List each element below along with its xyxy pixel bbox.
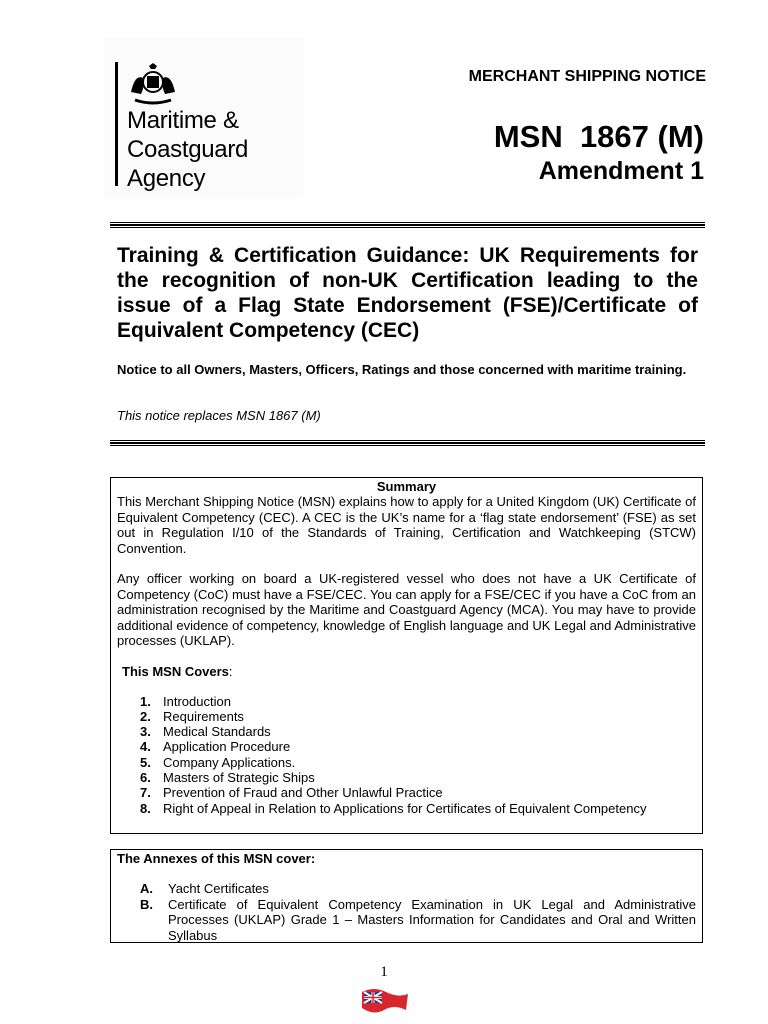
covers-heading: This MSN Covers: <box>122 663 233 679</box>
section-rule <box>110 440 705 446</box>
agency-line: Agency <box>127 165 206 192</box>
annexes-list <box>111 881 702 943</box>
document-title: Training & Certification Guidance: UK Requirements for the recognition of non-UK Certification leading to the issue of a Flag State Endorsement (FSE)/Certificate of Equivalent Competency (CEC) <box>117 244 698 342</box>
annexes-box <box>110 849 703 943</box>
list-item: 6. Masters of Strategic Ships <box>140 769 315 785</box>
list-item: 8. Right of Appeal in Relation to Applications for Certificates of Equivalent Competency <box>140 800 647 816</box>
replaces-notice: This notice replaces MSN 1867 (M) <box>117 408 321 423</box>
summary-paragraph: Any officer working on board a UK-registered vessel who does not have a UK Certificate of Competency (CoC) must have a FSE/CEC. You can apply for a FSE/CEC if you have a CoC from an administration recognised by the Maritime and Coastguard Agency (MCA). You may have to provide additional evidence of competency, knowledge of English language and UK Legal and Administrative processes (UKLAP). <box>117 571 696 648</box>
list-item: A. Yacht Certificates <box>140 881 269 896</box>
covers-list <box>111 694 702 816</box>
agency-name <box>127 106 248 193</box>
royal-crest-icon <box>127 62 179 106</box>
list-item: 1. Introduction <box>140 693 231 709</box>
list-item: 4. Application Procedure <box>140 739 291 755</box>
annexes-heading: The Annexes of this MSN cover: <box>117 851 316 866</box>
list-item: B. Certificate of Equivalent Competency Examination in UK Legal and Administrative Processes (UKLAP) Grade 1 – Masters Information for Candidates and Oral and Written Syllabus <box>140 896 696 943</box>
amendment-label: Amendment 1 <box>538 157 704 185</box>
list-item: 5. Company Applications. <box>140 754 296 770</box>
red-ensign-icon <box>358 986 410 1014</box>
list-item: 3. Medical Standards <box>140 724 271 740</box>
summary-paragraph: This Merchant Shipping Notice (MSN) explains how to apply for a United Kingdom (UK) Certificate of Equivalent Competency (CEC). A CEC is the UK’s name for a ‘flag state endorsement’ (FSE) as set out in Regulation I/10 of the Standards of Training, Certification and Watchkeeping (STCW) Convention. <box>117 494 696 556</box>
page-number: 1 <box>380 964 388 980</box>
logo-divider <box>115 62 118 186</box>
audience-notice: Notice to all Owners, Masters, Officers, Ratings and those concerned with maritime training. <box>117 362 687 377</box>
list-item: 7. Prevention of Fraud and Other Unlawful Practice <box>140 785 443 801</box>
agency-line: Coastguard <box>127 136 249 163</box>
summary-heading: Summary <box>376 479 437 494</box>
summary-box <box>110 477 703 834</box>
msn-number: MSN 1867 (M) <box>493 119 704 154</box>
notice-type: MERCHANT SHIPPING NOTICE <box>468 68 706 85</box>
header-rule <box>110 222 705 228</box>
list-item: 2. Requirements <box>140 708 244 724</box>
agency-line: Maritime & <box>127 107 239 134</box>
